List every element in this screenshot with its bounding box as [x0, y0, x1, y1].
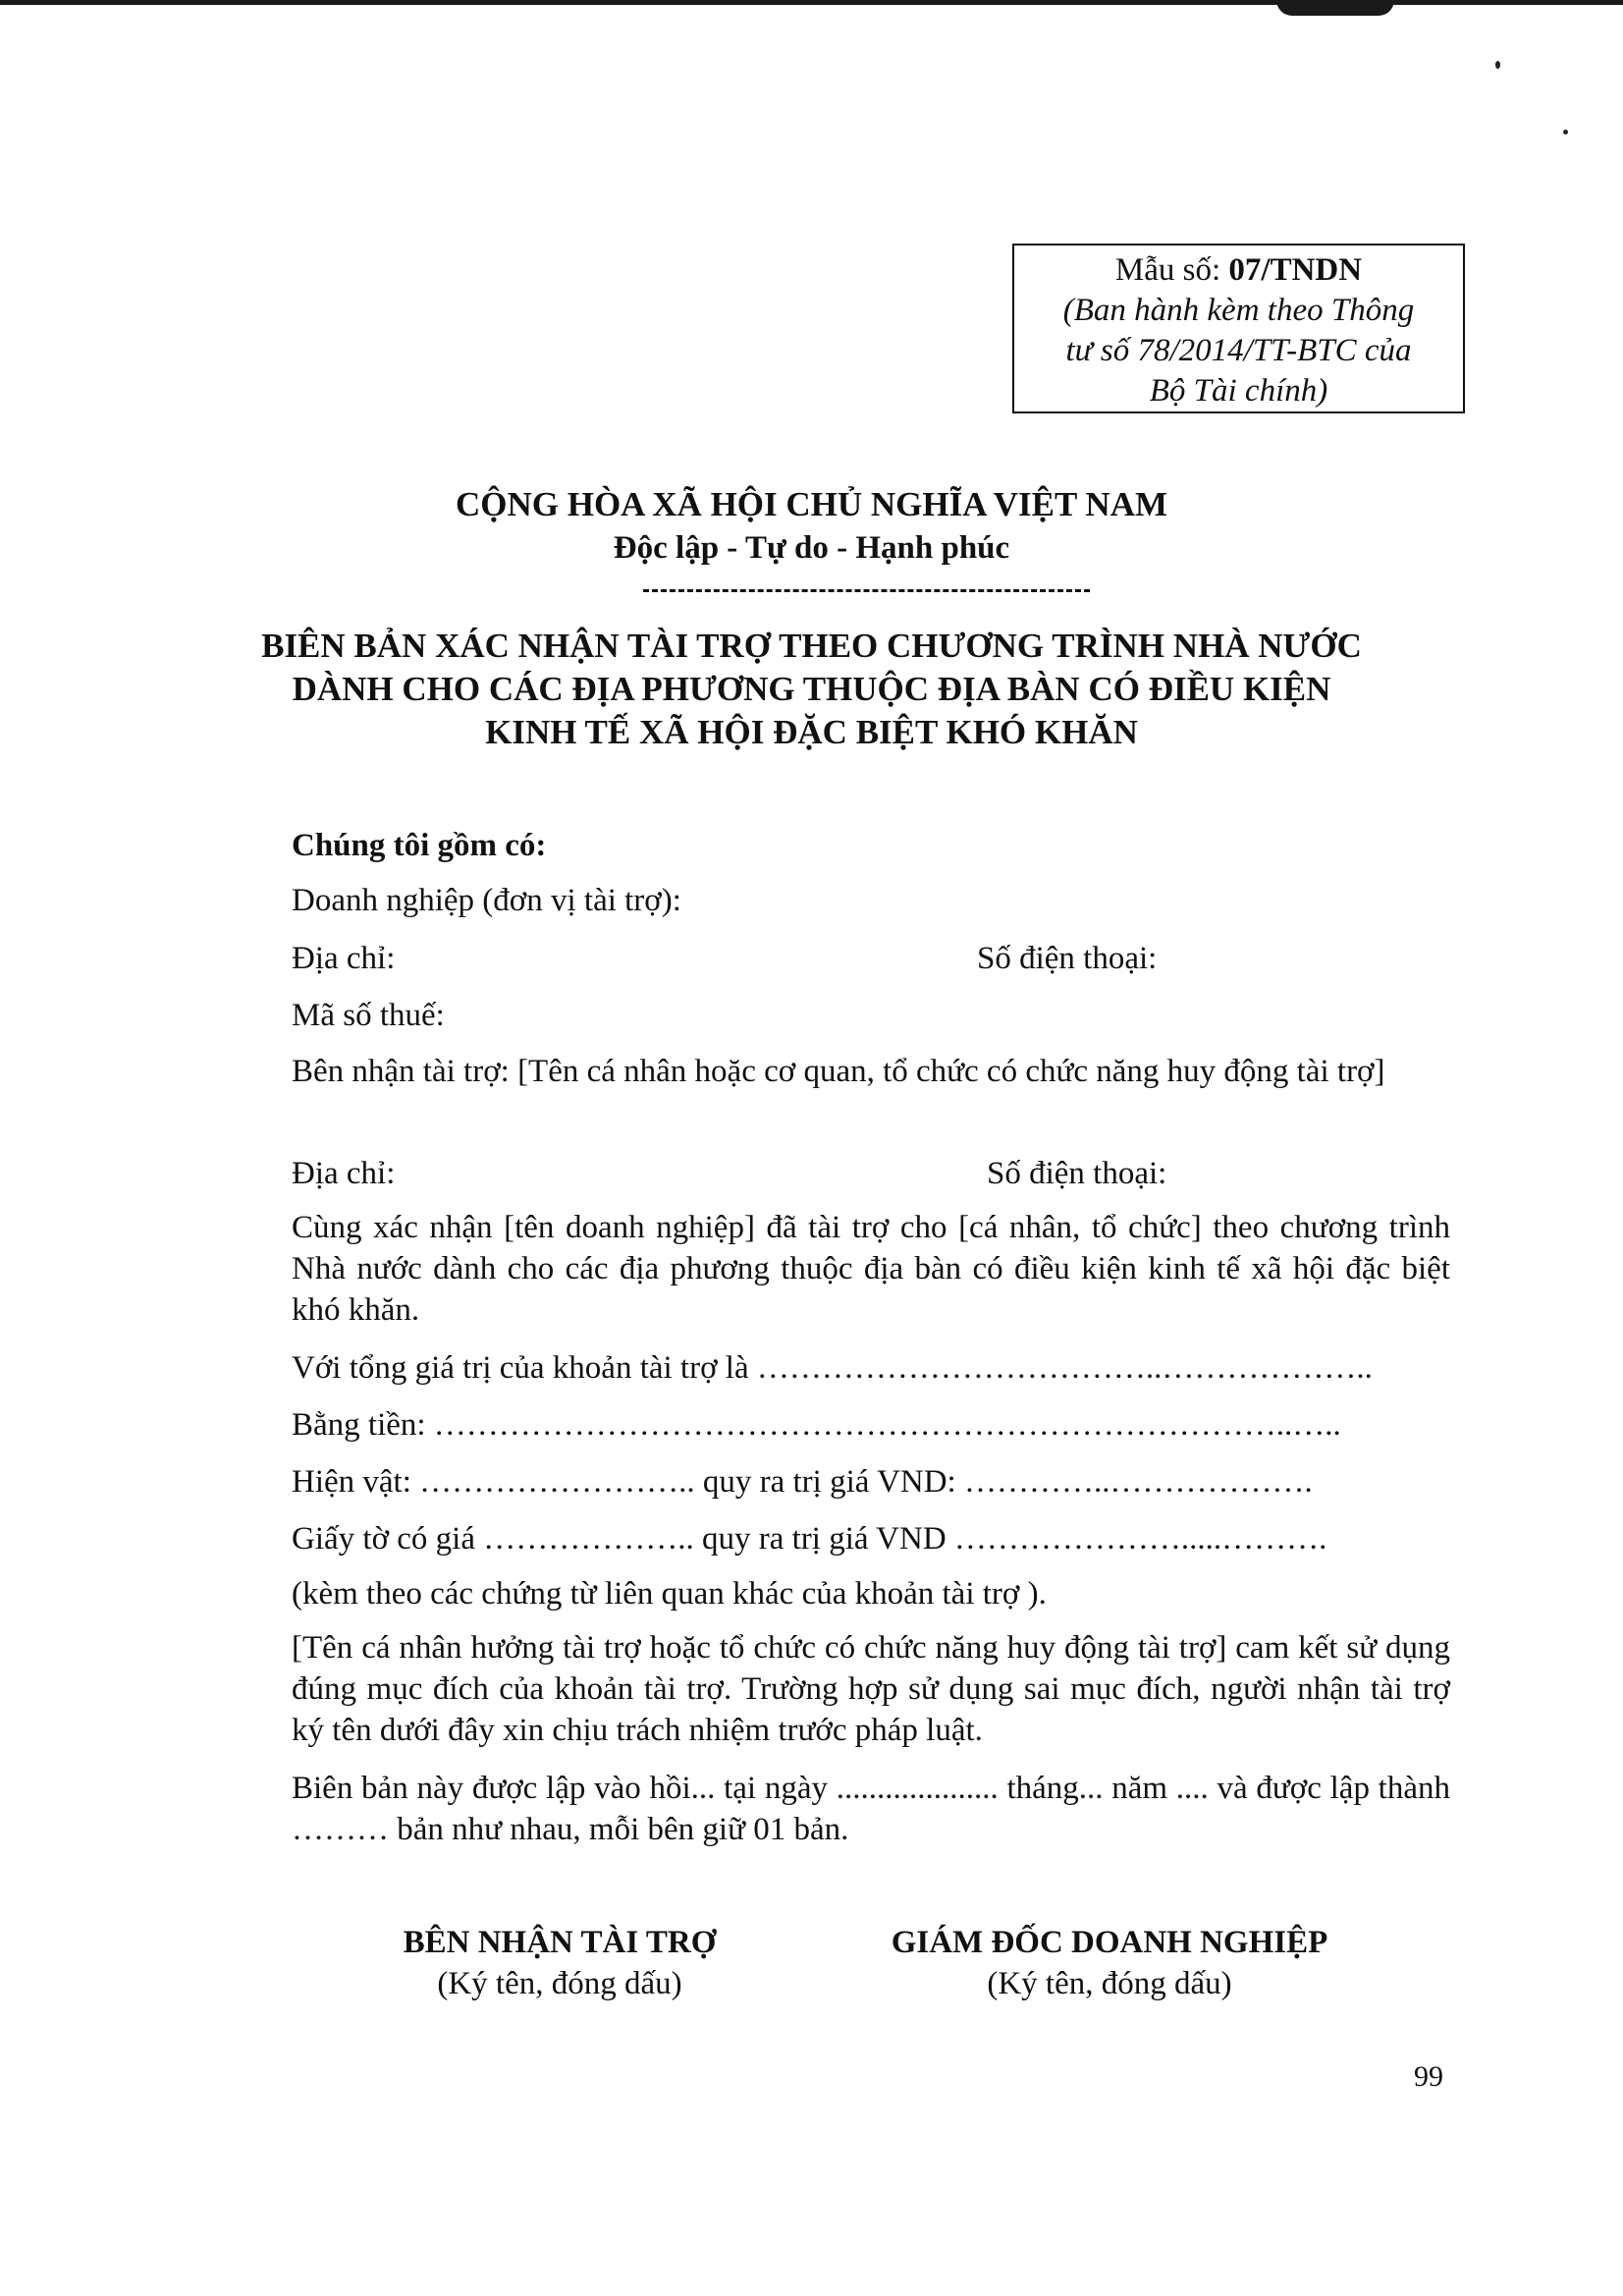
scan-speck: [1495, 61, 1500, 69]
recipient-signature-note: (Ký tên, đóng dấu): [437, 1966, 682, 2001]
recipient-phone-label: Số điện thoại:: [987, 1156, 1167, 1191]
recipient-signature-block: [353, 1922, 766, 2004]
enterprise-label: Doanh nghiệp (đơn vị tài trợ):: [292, 883, 681, 918]
cash-line: Bằng tiền: ……………………………………………………………………..…..: [292, 1407, 1341, 1443]
scan-speck: [1563, 130, 1568, 135]
attachments-note: (kèm theo các chứng từ liên quan khác của khoản tài trợ ).: [292, 1576, 1047, 1612]
document-title-line-2: DÀNH CHO CÁC ĐỊA PHƯƠNG THUỘC ĐỊA BÀN CÓ ĐIỀU KIỆN: [292, 670, 1331, 708]
motto-divider: [643, 589, 1090, 592]
document-title: [0, 625, 1623, 754]
form-issue-line-1: (Ban hành kèm theo Thông: [1062, 293, 1415, 328]
document-title-line-1: BIÊN BẢN XÁC NHẬN TÀI TRỢ THEO CHƯƠNG TRÌNH NHÀ NƯỚC: [261, 627, 1362, 665]
record-paragraph: Biên bản này được lập vào hồi... tại ngày .................... tháng... năm .... và được lập thành ……… bản như nhau, mỗi bên giữ 01 bản.: [292, 1771, 1450, 1847]
recipient-label: Bên nhận tài trợ: [Tên cá nhân hoặc cơ quan, tổ chức có chức năng huy động tài trợ]: [292, 1054, 1385, 1089]
form-issue-line-3: Bộ Tài chính): [1149, 373, 1328, 409]
enterprise-phone-label: Số điện thoại:: [977, 941, 1158, 976]
recipient-address-label: Địa chỉ:: [292, 1156, 396, 1191]
form-number-box: [1012, 244, 1465, 413]
national-title: CỘNG HÒA XÃ HỘI CHỦ NGHĨA VIỆT NAM: [455, 485, 1168, 523]
enterprise-address-label: Địa chỉ:: [292, 941, 396, 976]
recipient-signature-title: BÊN NHẬN TÀI TRỢ: [403, 1925, 717, 1960]
director-signature-note: (Ký tên, đóng dấu): [987, 1966, 1232, 2001]
parties-heading: Chúng tôi gồm có:: [292, 828, 547, 863]
document-title-line-3: KINH TẾ XÃ HỘI ĐẶC BIỆT KHÓ KHĂN: [485, 713, 1138, 751]
form-number-code: 07/TNDN: [1228, 252, 1363, 288]
total-value-line: Với tổng giá trị của khoản tài trợ là ………………………………..………………..: [292, 1350, 1373, 1386]
commitment-paragraph: [Tên cá nhân hưởng tài trợ hoặc tổ chức có chức năng huy động tài trợ] cam kết sử dụng đúng mục đích của khoản tài trợ. Trường hợp sử dụng sai mục đích, người nhận tài trợ ký tên dưới đây xin chịu trách nhiệm trước pháp luật.: [292, 1630, 1450, 1748]
in-kind-line: Hiện vật: …………………….. quy ra trị giá VND: …………..……………….: [292, 1464, 1313, 1500]
confirmation-paragraph: Cùng xác nhận [tên doanh nghiệp] đã tài trợ cho [cá nhân, tổ chức] theo chương trình Nhà nước dành cho các địa phương thuộc địa bàn có điều kiện kinh tế xã hội đặc biệt khó khăn.: [292, 1210, 1450, 1328]
director-signature-block: [864, 1922, 1355, 2004]
securities-line: Giấy tờ có giá ……………….. quy ra trị giá VND ………………….....……….: [292, 1521, 1327, 1557]
director-signature-title: GIÁM ĐỐC DOANH NGHIỆP: [891, 1925, 1328, 1960]
tax-code-label: Mã số thuế:: [292, 998, 445, 1033]
scan-smudge: [1276, 0, 1394, 16]
national-motto: Độc lập - Tự do - Hạnh phúc: [613, 530, 1010, 566]
form-issue-line-2: tư số 78/2014/TT-BTC của: [1065, 333, 1412, 368]
page-number: 99: [1414, 2060, 1443, 2093]
form-number-prefix: Mẫu số:: [1114, 252, 1229, 288]
